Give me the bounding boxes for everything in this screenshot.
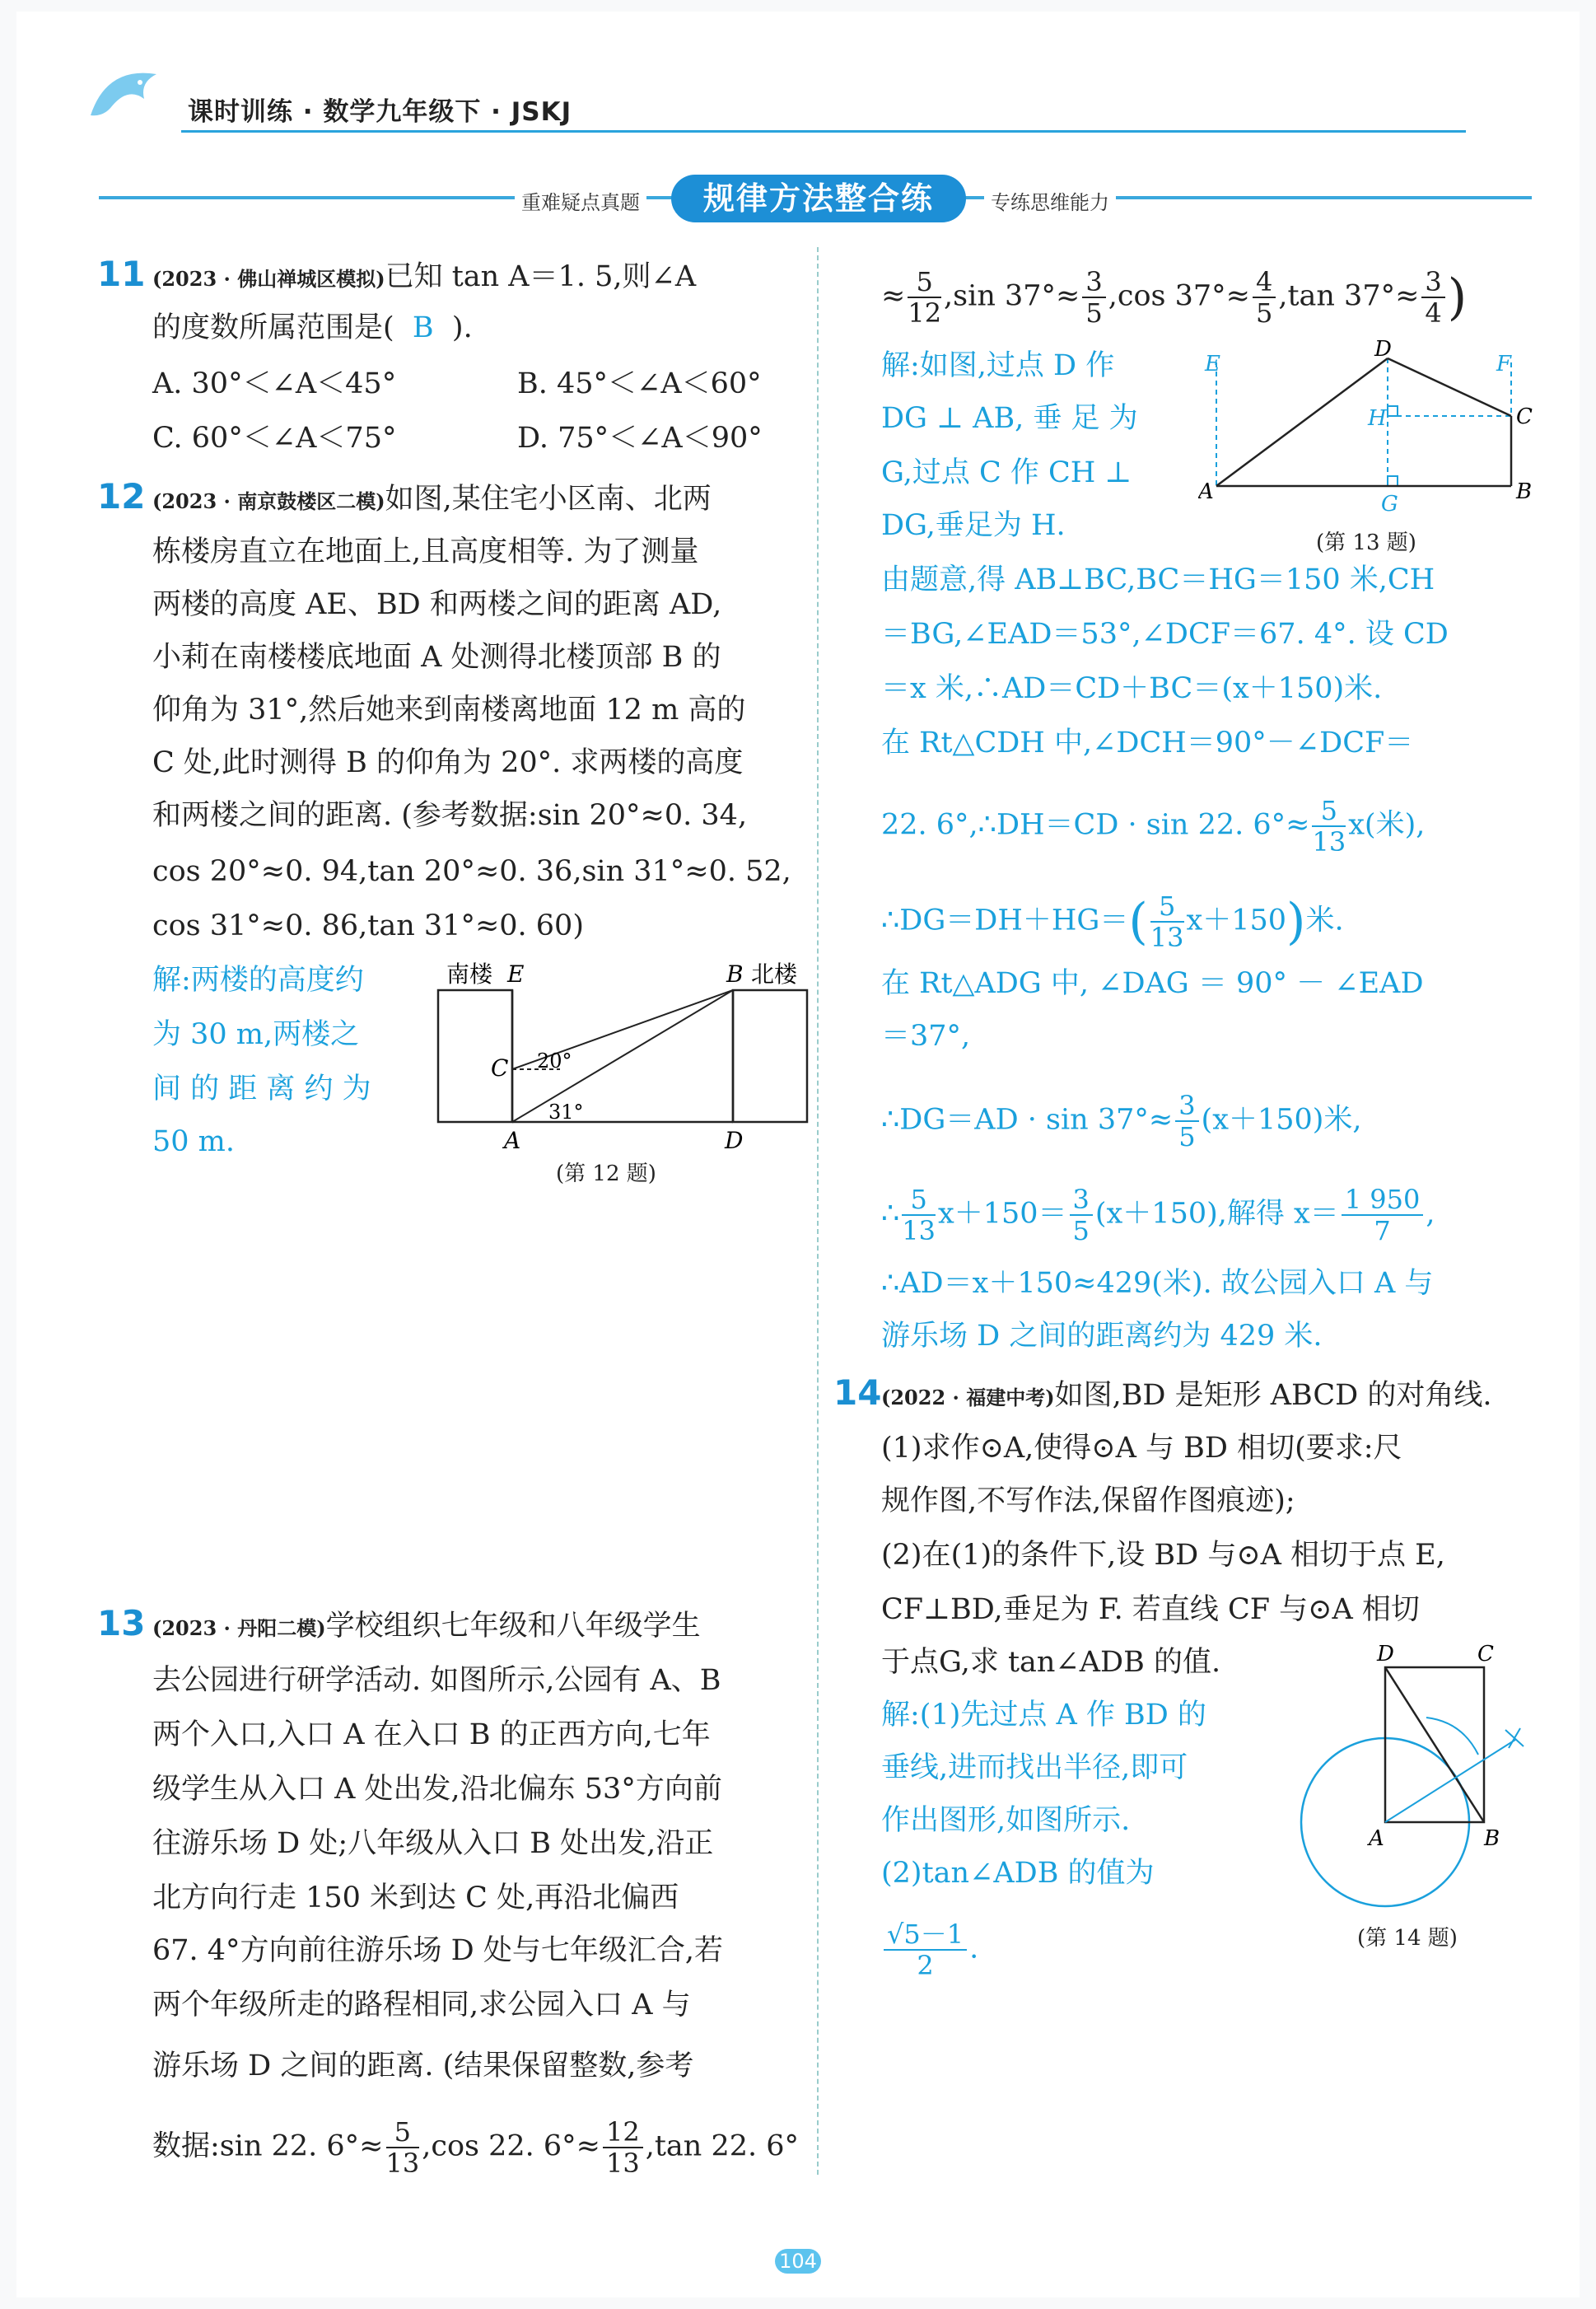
frac-num: 3 [1070,1185,1093,1216]
q13-fig-F: F [1496,352,1512,376]
q12-line-text-0: 如图,某住宅小区南、北两 [385,483,712,516]
q13-sol-frac2-5-13 [1150,891,1184,952]
frac-num: √5－1 [884,1919,967,1951]
section-title: 规律方法整合练 [671,175,966,222]
frac-num: 3 [1175,1091,1198,1122]
q13-line-5: 北方向行走 150 米到达 C 处,再沿北偏西 [152,1881,679,1914]
q14-sol-2: 作出图形,如图所示. [881,1804,1131,1837]
q12-line-3: 小莉在南楼楼底地面 A 处测得北楼顶部 B 的 [152,641,721,674]
q12-fig-angle31: 31° [548,1101,584,1124]
q12-line-8: cos 31°≈0. 86,tan 31°≈0. 60) [152,909,584,942]
q13-sol-10: ∴DG＝DH＋HG＝( $\frac{5}{13}$ x＋150)米. [881,890,1344,953]
frac-den: 2 [917,1950,934,1981]
q12-line-7: cos 20°≈0. 94,tan 20°≈0. 36,sin 31°≈0. 52, [152,855,791,888]
dolphin-logo-icon [82,58,189,132]
q12-line-4: 仰角为 31°,然后她来到南楼离地面 12 m 高的 [152,694,746,727]
q12-fig-C: C [491,1054,509,1082]
q14-caption: (第 14 题) [1357,1926,1458,1951]
q13-fig-H: H [1368,406,1387,431]
frac-den: 5 [1255,297,1273,329]
q13-ref-prefix: 数据:sin 22. 6°≈ [152,2129,384,2163]
q13-sol-9a: 22. 6°,∴DH＝CD · sin 22. 6°≈ [881,808,1310,842]
q14-fig-B: B [1484,1826,1500,1851]
q12-fig-north: 北楼 [751,961,798,988]
q12-line-5: C 处,此时测得 B 的仰角为 20°. 求两楼的高度 [152,746,744,779]
q13-sol-2: DG ⊥ AB, 垂 足 为 [881,402,1138,435]
q12-fig-south: 南楼 [446,961,493,988]
q13-sol-1: 解:如图,过点 D 作 [881,349,1115,382]
q13-sol-14c: (x＋150),解得 x＝ [1094,1197,1339,1231]
q13-sol-10a: ∴DG＝DH＋HG＝ [881,904,1129,937]
q11-option-b: B. 45°＜∠A＜60° [517,367,762,400]
q14-fig-C: C [1477,1642,1494,1666]
q13-frac-5-12 [908,267,941,328]
frac-den: 5 [1085,297,1103,329]
header-title: 课时训练 · 数学九年级下 · JSKJ [188,97,572,127]
q11-stem2a: 的度数所属范围是( [152,311,394,344]
frac-num: 1 950 [1342,1185,1424,1216]
q13-sol-6: ＝BG,∠EAD＝53°,∠DCF＝67. 4°. 设 CD [881,618,1449,651]
q12-solution-3: 50 m. [152,1125,235,1158]
frac-den: 5 [1178,1121,1196,1152]
q14-figure [1293,1639,1540,1919]
q13-line-8: 游乐场 D 之间的距离. (结果保留整数,参考 [152,2050,694,2082]
frac-num: 5 [1150,891,1184,923]
q13-sol-14d: , [1426,1197,1435,1231]
q14-line-3: (2)在(1)的条件下,设 BD 与⊙A 相切于点 E, [881,1539,1445,1572]
q13-frac-3-5 [1082,267,1105,328]
frac-num: 3 [1082,267,1105,298]
q12-fig-angle20: 20° [537,1049,572,1073]
q13-fig-D: D [1374,338,1392,362]
q13-sol-11: 在 Rt△ADG 中, ∠DAG ＝ 90° － ∠EAD [881,967,1424,1000]
q12-line-1: 栋楼房直立在地面上,且高度相等. 为了测量 [152,535,699,568]
q12-solution-2: 间 的 距 离 约 为 [152,1073,371,1105]
frac-den: 13 [606,2148,640,2179]
q14-source: (2022 · 福建中考) [881,1386,1055,1409]
q12-line-6: 和两楼之间的距离. (参考数据:sin 20°≈0. 34, [152,799,748,832]
q13-sol-9b: x(米), [1348,808,1426,842]
page-number: 104 [775,2249,821,2274]
frac-den: 13 [902,1215,936,1246]
q11-stem2b: ). [451,311,473,344]
q13-sol-frac2-3-5 [1070,1185,1093,1246]
q13-ref-cos: ,cos 22. 6°≈ [422,2129,600,2163]
q12-source: (2023 · 南京鼓楼区二模) [152,489,385,513]
q13-sol-15: ∴AD＝x＋150≈429(米). 故公园入口 A 与 [881,1267,1434,1300]
q13-sol-9 [881,796,1425,857]
q12-fig-A: A [504,1127,521,1154]
q13-sol-7: ＝x 米,∴AD＝CD＋BC＝(x＋150)米. [881,672,1383,705]
q13-frac-5-13 [386,2117,420,2178]
q13-sol-4: DG,垂足为 H. [881,509,1066,542]
q13-ref-cont: ≈ $\frac{5}{12}$ ,sin 37°≈ $\frac{3}{5}$ ,cos 37°≈ $\frac{4}{5}$ ,tan 37°≈ $\frac{3}{4}$ ) [881,266,1468,329]
q14-line-0 [881,1376,1491,1418]
q11-answer: B [412,311,434,344]
q13-ref-sin37: ,sin 37°≈ [944,279,1080,313]
frac-num: 5 [1312,796,1346,827]
q13-frac-3-4 [1421,267,1444,328]
frac-den: 4 [1425,297,1442,329]
q13-fig-B: B [1516,479,1533,504]
frac-den: 13 [1150,922,1184,953]
q11-stem-line2 [152,308,473,348]
q13-sol-frac-1950-7 [1342,1185,1424,1246]
q13-sol-14b: x＋150＝ [938,1197,1067,1231]
frac-num: 4 [1253,267,1276,298]
q13-frac-12-13 [603,2117,643,2178]
q13-line-0 [152,1606,701,1648]
q12-fig-E: E [507,961,525,988]
q13-line-1: 去公园进行研学活动. 如图所示,公园有 A、B [152,1664,721,1697]
q13-fig-G: G [1381,492,1398,516]
q13-fig-A: A [1198,479,1214,504]
q12-solution-0: 解:两楼的高度约 [152,964,364,997]
q13-sol-10c: 米. [1305,904,1344,937]
q13-number: 13 [97,1603,146,1643]
q13-ref-tan37: ,tan 37°≈ [1278,279,1420,313]
frac-num: 5 [902,1185,936,1216]
q14-fig-A: A [1369,1826,1384,1851]
frac-den: 7 [1374,1215,1391,1246]
q12-figure [428,956,815,1186]
q12-fig-B: B [726,961,744,988]
q13-sol-5: 由题意,得 AB⊥BC,BC＝HG＝150 米,CH [881,563,1435,596]
frac-num: 3 [1421,267,1444,298]
q13-sol-13b: (x＋150)米, [1201,1103,1362,1137]
q14-final-frac [884,1919,967,1980]
q13-line-3: 级学生从入口 A 处出发,沿北偏东 53°方向前 [152,1773,722,1806]
q14-sol-0: 解:(1)先过点 A 作 BD 的 [881,1699,1206,1732]
q12-number: 12 [97,476,146,516]
q12-line-0 [152,479,712,521]
q13-fig-C: C [1516,404,1533,429]
section-right-label: 专练思维能力 [984,186,1116,215]
q13-line-6: 67. 4°方向前往游乐场 D 处与七年级汇合,若 [152,1934,723,1967]
q14-line-1: (1)求作⊙A,使得⊙A 与 BD 相切(要求:尺 [881,1432,1402,1465]
q14-fig-D: D [1377,1642,1394,1666]
q13-sol-10b: x＋150 [1186,904,1287,937]
q11-number: 11 [97,254,146,294]
q11-stem-line1 [152,257,696,299]
q13-sol-3: G,过点 C 作 CH ⊥ [881,456,1132,489]
q12-fig-D: D [725,1127,744,1154]
q13-sol-12: ＝37°, [881,1020,971,1053]
q13-sol-8: 在 Rt△CDH 中,∠DCH＝90°－∠DCF＝ [881,727,1414,760]
q14-line-4: CF⊥BD,垂足为 F. 若直线 CF 与⊙A 相切 [881,1593,1420,1626]
frac-num: 5 [386,2117,420,2148]
q11-option-d: D. 75°＜∠A＜90° [517,422,763,455]
q13-sol-frac-3-5 [1175,1091,1198,1152]
q13-source: (2023 · 丹阳二模) [152,1616,326,1640]
q13-sol-frac-5-13 [1312,796,1346,857]
q12-caption: (第 12 题) [556,1162,656,1186]
q11-stem1: 已知 tan A＝1. 5,则∠A [385,260,697,293]
q13-fig-E: E [1205,352,1220,376]
q13-sol-16: 游乐场 D 之间的距离约为 429 米. [881,1320,1323,1353]
frac-num: 5 [908,267,941,298]
q11-option-c: C. 60°＜∠A＜75° [152,422,397,455]
frac-den: 13 [1312,826,1346,858]
q14-line-5: 于点G,求 tan∠ADB 的值. [881,1646,1221,1679]
q11-option-a: A. 30°＜∠A＜45° [152,367,397,400]
q12-line-2: 两楼的高度 AE、BD 和两楼之间的距离 AD, [152,588,722,621]
q14-line-2: 规作图,不写作法,保留作图痕迹); [881,1484,1295,1517]
q13-ref-tan: ,tan 22. 6° [645,2129,799,2163]
q12-solution-1: 为 30 m,两楼之 [152,1018,360,1051]
q14-sol-3: (2)tan∠ADB 的值为 [881,1857,1155,1890]
frac-den: 13 [385,2148,420,2179]
q11-source: (2023 · 佛山禅城区模拟) [152,267,385,291]
q13-sol-14 [881,1185,1435,1246]
q13-line-4: 往游乐场 D 处;八年级从入口 B 处出发,沿正 [152,1827,714,1860]
q14-final: $\frac{√5-1}{2}$ . [881,1919,978,1980]
q13-line-2: 两个入口,入口 A 在入口 B 的正西方向,七年 [152,1718,711,1751]
q14-number: 14 [833,1372,882,1413]
frac-den: 12 [908,297,942,329]
frac-den: 5 [1072,1215,1090,1246]
q13-line-text-0: 学校组织七年级和八年级学生 [325,1610,701,1643]
q13-ref-cos37: ,cos 37°≈ [1108,279,1250,313]
q13-caption: (第 13 题) [1316,531,1416,555]
q13-sol-frac3-5-13 [902,1185,936,1246]
q13-ref-line [152,2117,799,2178]
q13-sol-14a: ∴ [881,1197,900,1231]
q14-sol-1: 垂线,进而找出半径,即可 [881,1751,1188,1784]
header-underline [181,130,1466,133]
section-left-label: 重难疑点真题 [515,186,646,215]
q13-line-7: 两个年级所走的路程相同,求公园入口 A 与 [152,1989,691,2022]
column-divider [817,247,819,2175]
q13-frac-4-5 [1253,267,1276,328]
q13-sol-13a: ∴DG＝AD · sin 37°≈ [881,1103,1174,1137]
q14-line-text-0: 如图,BD 是矩形 ABCD 的对角线. [1054,1379,1492,1412]
q13-figure [1198,338,1561,527]
q13-sol-13 [881,1091,1362,1152]
frac-num: 12 [603,2117,643,2148]
